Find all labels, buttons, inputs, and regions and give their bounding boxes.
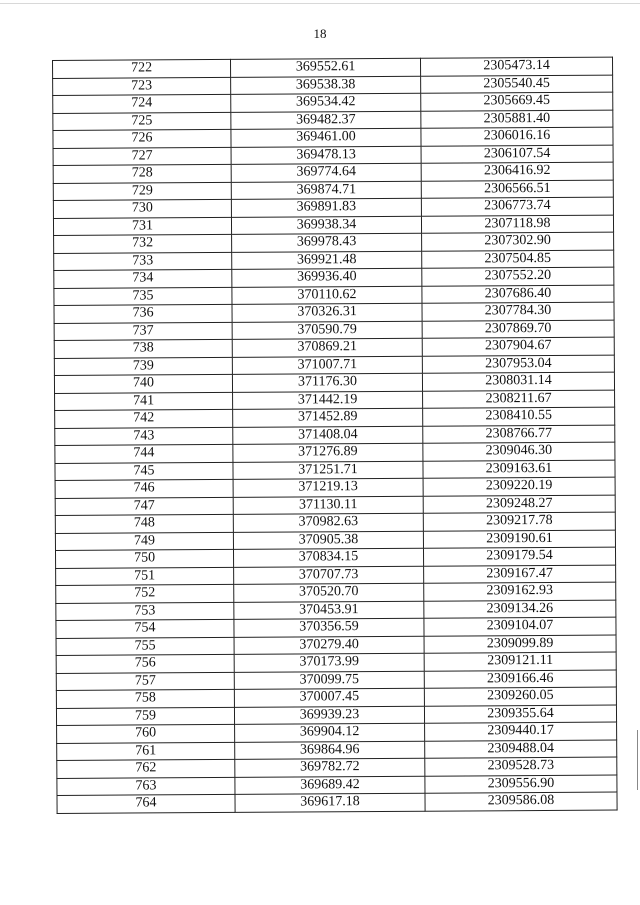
y-coordinate-cell: 2309121.11 bbox=[424, 652, 616, 671]
page-number: 18 bbox=[313, 26, 327, 41]
point-number-cell: 725 bbox=[53, 112, 231, 131]
y-coordinate-cell: 2306107.54 bbox=[421, 145, 613, 164]
y-coordinate-cell: 2309167.47 bbox=[424, 565, 616, 584]
x-coordinate-cell: 371251.71 bbox=[233, 461, 423, 480]
point-number-cell: 754 bbox=[56, 619, 234, 638]
x-coordinate-cell: 369874.71 bbox=[231, 181, 421, 200]
x-coordinate-cell: 370110.62 bbox=[232, 286, 422, 305]
y-coordinate-cell: 2309586.08 bbox=[425, 792, 617, 811]
y-coordinate-cell: 2309046.30 bbox=[423, 442, 615, 461]
table-row bbox=[57, 792, 617, 813]
point-number-cell: 733 bbox=[54, 252, 232, 271]
y-coordinate-cell: 2309190.61 bbox=[423, 530, 615, 549]
point-number-cell: 736 bbox=[54, 304, 232, 323]
point-number-cell: 726 bbox=[53, 129, 231, 148]
point-number-cell: 759 bbox=[56, 707, 234, 726]
point-number-cell: 756 bbox=[56, 654, 234, 673]
x-coordinate-cell: 370326.31 bbox=[232, 303, 422, 322]
point-number-cell: 760 bbox=[57, 724, 235, 743]
y-coordinate-cell: 2309355.64 bbox=[424, 705, 616, 724]
point-number-cell: 734 bbox=[54, 269, 232, 288]
x-coordinate-cell: 369904.12 bbox=[235, 723, 425, 742]
y-coordinate-cell: 2308766.77 bbox=[423, 425, 615, 444]
y-coordinate-cell: 2307953.04 bbox=[422, 355, 614, 374]
y-coordinate-cell: 2307504.85 bbox=[422, 250, 614, 269]
x-coordinate-cell: 370869.21 bbox=[232, 338, 422, 357]
y-coordinate-cell: 2306773.74 bbox=[421, 197, 613, 216]
x-coordinate-cell: 369864.96 bbox=[235, 741, 425, 760]
y-coordinate-cell: 2307118.98 bbox=[421, 215, 613, 234]
point-number-cell: 751 bbox=[56, 567, 234, 586]
point-number-cell: 758 bbox=[56, 689, 234, 708]
coordinates-table bbox=[52, 57, 618, 814]
y-coordinate-cell: 2309440.17 bbox=[425, 722, 617, 741]
x-coordinate-cell: 369534.42 bbox=[231, 93, 421, 112]
point-number-cell: 742 bbox=[55, 409, 233, 428]
y-coordinate-cell: 2309166.46 bbox=[424, 670, 616, 689]
point-number-cell: 738 bbox=[54, 339, 232, 358]
y-coordinate-cell: 2309528.73 bbox=[425, 757, 617, 776]
coordinates-table-body bbox=[53, 57, 618, 813]
x-coordinate-cell: 369936.40 bbox=[232, 268, 422, 287]
page-top-edge bbox=[0, 3, 640, 4]
point-number-cell: 722 bbox=[53, 59, 231, 78]
y-coordinate-cell: 2307869.70 bbox=[422, 320, 614, 339]
point-number-cell: 724 bbox=[53, 94, 231, 113]
x-coordinate-cell: 371007.71 bbox=[232, 356, 422, 375]
x-coordinate-cell: 371130.11 bbox=[233, 496, 423, 515]
x-coordinate-cell: 369978.43 bbox=[232, 233, 422, 252]
x-coordinate-cell: 370834.15 bbox=[233, 548, 423, 567]
x-coordinate-cell: 371408.04 bbox=[233, 426, 423, 445]
point-number-cell: 729 bbox=[53, 182, 231, 201]
point-number-cell: 750 bbox=[55, 549, 233, 568]
point-number-cell: 748 bbox=[55, 514, 233, 533]
x-coordinate-cell: 369939.23 bbox=[234, 706, 424, 725]
x-coordinate-cell: 369482.37 bbox=[231, 111, 421, 130]
x-coordinate-cell: 370356.59 bbox=[234, 618, 424, 637]
y-coordinate-cell: 2309260.05 bbox=[424, 687, 616, 706]
point-number-cell: 746 bbox=[55, 479, 233, 498]
y-coordinate-cell: 2309099.89 bbox=[424, 635, 616, 654]
y-coordinate-cell: 2309220.19 bbox=[423, 477, 615, 496]
point-number-cell: 730 bbox=[53, 199, 231, 218]
x-coordinate-cell: 370453.91 bbox=[234, 601, 424, 620]
x-coordinate-cell: 369617.18 bbox=[235, 793, 425, 812]
x-coordinate-cell: 369538.38 bbox=[231, 76, 421, 95]
x-coordinate-cell: 370707.73 bbox=[234, 566, 424, 585]
point-number-cell: 753 bbox=[56, 602, 234, 621]
point-number-cell: 757 bbox=[56, 672, 234, 691]
x-coordinate-cell: 371276.89 bbox=[233, 443, 423, 462]
x-coordinate-cell: 370590.79 bbox=[232, 321, 422, 340]
point-number-cell: 744 bbox=[55, 444, 233, 463]
y-coordinate-cell: 2307552.20 bbox=[422, 267, 614, 286]
y-coordinate-cell: 2309163.61 bbox=[423, 460, 615, 479]
x-coordinate-cell: 369891.83 bbox=[231, 198, 421, 217]
point-number-cell: 755 bbox=[56, 637, 234, 656]
y-coordinate-cell: 2305881.40 bbox=[421, 110, 613, 129]
y-coordinate-cell: 2309248.27 bbox=[423, 495, 615, 514]
x-coordinate-cell: 369774.64 bbox=[231, 163, 421, 182]
y-coordinate-cell: 2309217.78 bbox=[423, 512, 615, 531]
x-coordinate-cell: 370099.75 bbox=[234, 671, 424, 690]
x-coordinate-cell: 370982.63 bbox=[233, 513, 423, 532]
point-number-cell: 745 bbox=[55, 462, 233, 481]
point-number-cell: 752 bbox=[56, 584, 234, 603]
y-coordinate-cell: 2307784.30 bbox=[422, 302, 614, 321]
point-number-cell: 723 bbox=[53, 77, 231, 96]
point-number-cell: 747 bbox=[55, 497, 233, 516]
y-coordinate-cell: 2307302.90 bbox=[422, 232, 614, 251]
point-number-cell: 739 bbox=[54, 357, 232, 376]
y-coordinate-cell: 2305669.45 bbox=[421, 92, 613, 111]
y-coordinate-cell: 2307904.67 bbox=[422, 337, 614, 356]
x-coordinate-cell: 369938.34 bbox=[231, 216, 421, 235]
x-coordinate-cell: 369552.61 bbox=[230, 58, 420, 77]
y-coordinate-cell: 2309488.04 bbox=[425, 740, 617, 759]
point-number-cell: 737 bbox=[54, 322, 232, 341]
point-number-cell: 749 bbox=[55, 532, 233, 551]
x-coordinate-cell: 369461.00 bbox=[231, 128, 421, 147]
y-coordinate-cell: 2309179.54 bbox=[423, 547, 615, 566]
y-coordinate-cell: 2305473.14 bbox=[420, 57, 612, 76]
x-coordinate-cell: 369782.72 bbox=[235, 758, 425, 777]
point-number-cell: 735 bbox=[54, 287, 232, 306]
y-coordinate-cell: 2306016.16 bbox=[421, 127, 613, 146]
y-coordinate-cell: 2308410.55 bbox=[423, 407, 615, 426]
point-number-cell: 731 bbox=[53, 217, 231, 236]
x-coordinate-cell: 371219.13 bbox=[233, 478, 423, 497]
point-number-cell: 762 bbox=[57, 759, 235, 778]
scan-edge-mark bbox=[637, 730, 638, 790]
y-coordinate-cell: 2308031.14 bbox=[422, 372, 614, 391]
point-number-cell: 761 bbox=[57, 742, 235, 761]
y-coordinate-cell: 2308211.67 bbox=[423, 390, 615, 409]
y-coordinate-cell: 2306416.92 bbox=[421, 162, 613, 181]
point-number-cell: 743 bbox=[55, 427, 233, 446]
point-number-cell: 728 bbox=[53, 164, 231, 183]
x-coordinate-cell: 370520.70 bbox=[234, 583, 424, 602]
point-number-cell: 727 bbox=[53, 147, 231, 166]
x-coordinate-cell: 370279.40 bbox=[234, 636, 424, 655]
y-coordinate-cell: 2309162.93 bbox=[424, 582, 616, 601]
point-number-cell: 740 bbox=[54, 374, 232, 393]
x-coordinate-cell: 370905.38 bbox=[233, 531, 423, 550]
x-coordinate-cell: 369478.13 bbox=[231, 146, 421, 165]
y-coordinate-cell: 2309556.90 bbox=[425, 775, 617, 794]
y-coordinate-cell: 2307686.40 bbox=[422, 285, 614, 304]
y-coordinate-cell: 2305540.45 bbox=[421, 75, 613, 94]
y-coordinate-cell: 2306566.51 bbox=[421, 180, 613, 199]
x-coordinate-cell: 369689.42 bbox=[235, 776, 425, 795]
x-coordinate-cell: 370007.45 bbox=[234, 688, 424, 707]
point-number-cell: 763 bbox=[57, 777, 235, 796]
y-coordinate-cell: 2309104.07 bbox=[424, 617, 616, 636]
x-coordinate-cell: 371452.89 bbox=[233, 408, 423, 427]
point-number-cell: 732 bbox=[54, 234, 232, 253]
point-number-cell: 741 bbox=[55, 392, 233, 411]
y-coordinate-cell: 2309134.26 bbox=[424, 600, 616, 619]
x-coordinate-cell: 371176.30 bbox=[232, 373, 422, 392]
point-number-cell: 764 bbox=[57, 794, 235, 813]
x-coordinate-cell: 371442.19 bbox=[233, 391, 423, 410]
x-coordinate-cell: 370173.99 bbox=[234, 653, 424, 672]
x-coordinate-cell: 369921.48 bbox=[232, 251, 422, 270]
